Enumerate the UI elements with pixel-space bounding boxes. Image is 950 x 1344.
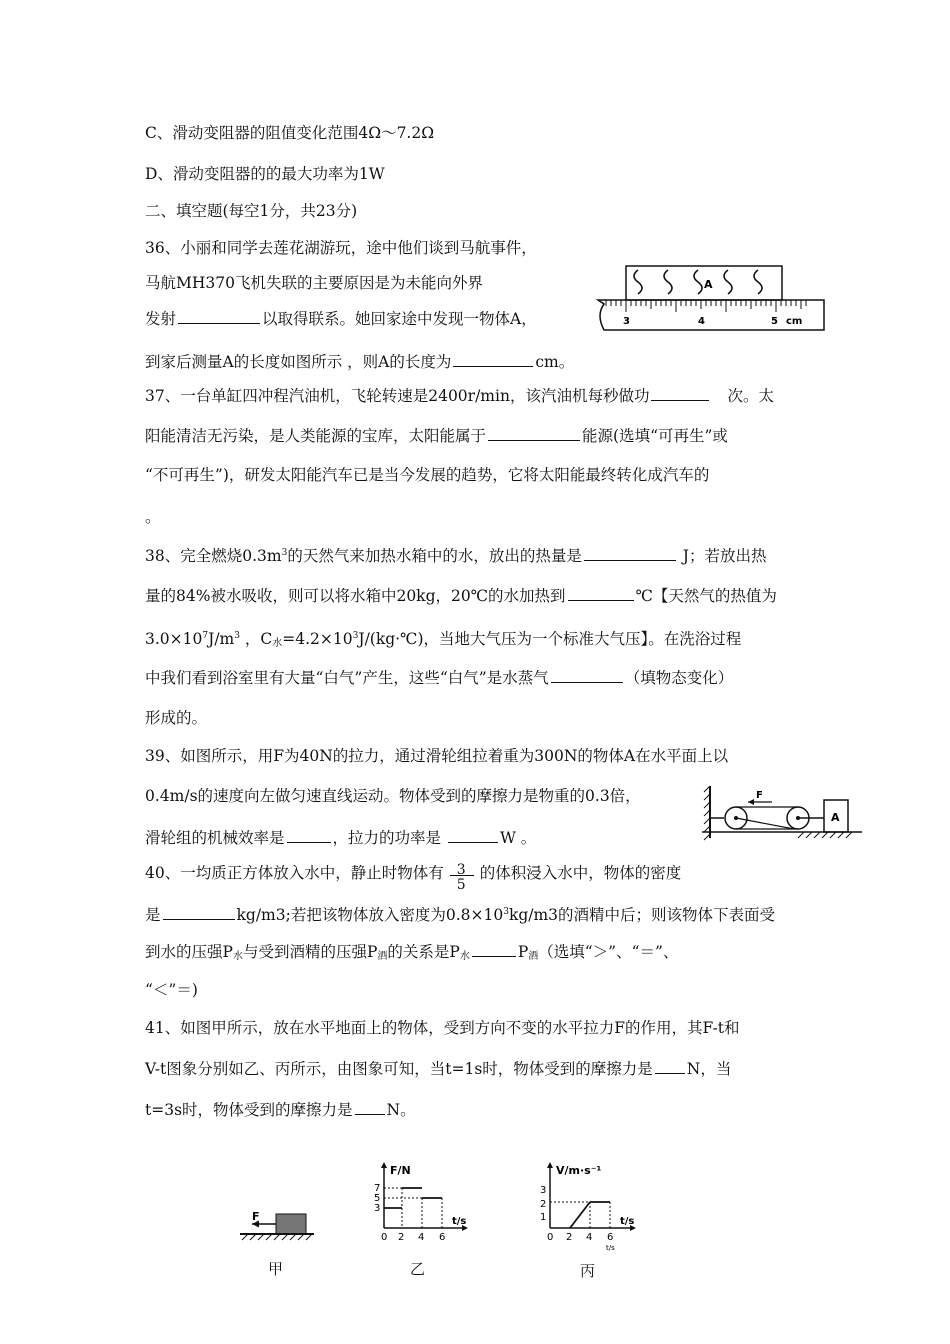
q37-line4: 。 bbox=[145, 508, 161, 526]
force-f-label: F bbox=[252, 1210, 260, 1223]
figure-bing bbox=[534, 1158, 654, 1254]
q40-line1: 40、一均质正方体放入水中，静止时物体有 3 5 的体积浸入水中，物体的密度 bbox=[145, 862, 682, 893]
tick-4: 4 bbox=[698, 316, 705, 327]
q38-line3: $3.0\times 10^7J/m^3$ ，$C_水=4.2\times 10^3J/(kg\cdot℃)$，当地大气压为一个标准大气压】。在洗浴过程 bbox=[145, 630, 742, 649]
answer-blank[interactable] bbox=[584, 544, 676, 561]
yi-xtick-4: 4 bbox=[418, 1232, 425, 1243]
q38-line2: 量的84%被水吸收，则可以将水箱中20kg，20℃的水加热到 ℃【天然气的热值为 bbox=[145, 584, 777, 607]
ruler-figure bbox=[594, 264, 830, 334]
q41-line2: V-t图象分别如乙、丙所示，由图象可知，当t=1s时，物体受到的摩擦力是 N，当 bbox=[145, 1057, 731, 1080]
answer-blank[interactable] bbox=[551, 666, 623, 683]
figure-yi bbox=[368, 1158, 478, 1248]
yi-xtick-2: 2 bbox=[398, 1232, 405, 1243]
figure-jia bbox=[236, 1200, 316, 1246]
q39-line3: 滑轮组的机械效率是 ，拉力的功率是 W 。 bbox=[145, 826, 536, 849]
q36-line2: 马航MH370飞机失联的主要原因是为未能向外界 bbox=[145, 274, 483, 292]
q35-option-c: C、滑动变阻器的阻值变化范围4Ω～7.2Ω bbox=[145, 124, 435, 142]
answer-blank[interactable] bbox=[472, 940, 516, 957]
tick-5: 5 bbox=[771, 316, 778, 327]
answer-blank[interactable] bbox=[568, 584, 634, 601]
bing-xlabel: t/s bbox=[620, 1216, 635, 1227]
bing-ytick-2: 2 bbox=[540, 1199, 547, 1210]
q38-line1: 38、完全燃烧$0.3m^3$的天然气来加热水箱中的水，放出的热量是 J；若放出热 bbox=[145, 542, 766, 567]
bing-xtick-0: 0 bbox=[547, 1232, 554, 1243]
bing-ytick-1: 1 bbox=[540, 1212, 547, 1223]
pulley-figure bbox=[702, 782, 862, 844]
answer-blank[interactable] bbox=[651, 384, 709, 401]
q36-line3: 发射 以取得联系。她回家途中发现一物体A， bbox=[145, 307, 537, 330]
caption-bing: 丙 bbox=[580, 1262, 596, 1280]
q40-line4: “＜”＝) bbox=[145, 981, 198, 999]
q39-line1: 39、如图所示，用F为40N的拉力，通过滑轮组拉着重为300N的物体A在水平面上以 bbox=[145, 747, 729, 765]
bing-xtick-6: 6 bbox=[607, 1232, 614, 1243]
yi-xlabel: t/s bbox=[452, 1216, 467, 1227]
q37-line2: 阳能清洁无污染，是人类能源的宝库，太阳能属于 能源(选填“可再生”或 bbox=[145, 424, 728, 447]
bing-ytick-3: 3 bbox=[540, 1185, 547, 1196]
tick-3: 3 bbox=[623, 316, 630, 327]
q40-line2: 是 kg/m3;若把该物体放入密度为$0.8\times 10^3kg/m3$的酒精中后；则该物体下表面受 bbox=[145, 901, 775, 926]
q36-line4: 到家后测量A的长度如图所示 ，则A的长度为 cm。 bbox=[145, 350, 574, 373]
bing-xtick-2: 2 bbox=[566, 1232, 573, 1243]
object-a-label: A bbox=[704, 278, 713, 291]
force-f-label: F bbox=[756, 790, 763, 801]
answer-blank[interactable] bbox=[287, 826, 331, 843]
answer-blank[interactable] bbox=[448, 826, 498, 843]
section-title: 二、填空题(每空1分，共23分) bbox=[145, 202, 358, 220]
answer-blank[interactable] bbox=[655, 1057, 685, 1074]
caption-yi: 乙 bbox=[410, 1260, 426, 1278]
yi-ylabel: F/N bbox=[390, 1164, 411, 1177]
bing-xtick-4: 4 bbox=[586, 1232, 593, 1243]
yi-xtick-6: 6 bbox=[439, 1232, 446, 1243]
unit-cm: cm bbox=[786, 316, 803, 327]
answer-blank[interactable] bbox=[355, 1098, 385, 1115]
q37-line3: “不可再生”)，研发太阳能汽车已是当今发展的趋势，它将太阳能最终转化成汽车的 bbox=[145, 466, 710, 484]
q36-line1: 36、小丽和同学去莲花湖游玩，途中他们谈到马航事件， bbox=[145, 239, 537, 257]
yi-xtick-0: 0 bbox=[381, 1232, 388, 1243]
q38-line4: 中我们看到浴室里有大量“白气”产生，这些“白气”是水蒸气 （填物态变化） bbox=[145, 666, 733, 689]
q41-line1: 41、如图甲所示，放在水平地面上的物体，受到方向不变的水平拉力F的作用，其F-t和 bbox=[145, 1019, 740, 1037]
q35-option-d: D、滑动变阻器的的最大功率为1W bbox=[145, 165, 385, 183]
caption-jia: 甲 bbox=[268, 1260, 284, 1278]
bing-ylabel: V/m·s⁻¹ bbox=[556, 1164, 602, 1177]
yi-ytick-3: 3 bbox=[374, 1203, 381, 1214]
yi-ytick-7: 7 bbox=[374, 1183, 381, 1194]
yi-ytick-5: 5 bbox=[374, 1193, 381, 1204]
q39-line2: 0.4m/s的速度向左做匀速直线运动。物体受到的摩擦力是物重的0.3倍， bbox=[145, 787, 641, 805]
answer-blank[interactable] bbox=[488, 424, 580, 441]
answer-blank[interactable] bbox=[453, 350, 533, 367]
q40-line3: 到水的压强$P_水$与受到酒精的压强$P_酒$的关系是$P_水$ $P_酒$（选填“＞”、“＝”、 bbox=[145, 940, 678, 968]
answer-blank[interactable] bbox=[163, 903, 235, 920]
fraction-three-fifths: 3 5 bbox=[448, 863, 476, 885]
q41-line3: t=3s时，物体受到的摩擦力是 N。 bbox=[145, 1098, 416, 1121]
q38-line5: 形成的。 bbox=[145, 709, 208, 727]
bing-xlabel-small: t/s bbox=[606, 1244, 615, 1252]
q37-line1: 37、一台单缸四冲程汽油机，飞轮转速是2400r/min，该汽油机每秒做功 次。太 bbox=[145, 384, 774, 407]
answer-blank[interactable] bbox=[178, 307, 260, 324]
block-a-label: A bbox=[831, 811, 840, 824]
